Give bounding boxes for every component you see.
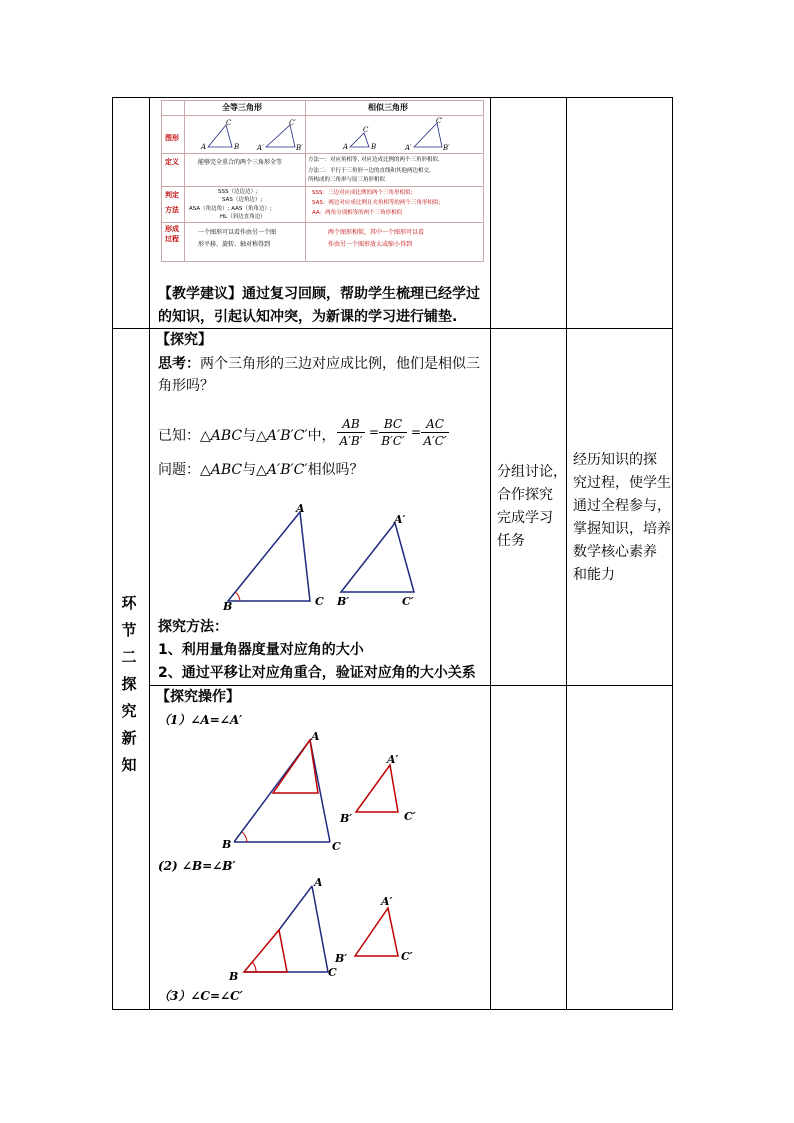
think-line2: 角形吗？ — [158, 378, 214, 394]
criteria-congruent-4: HL（斜边直角边） — [220, 214, 266, 220]
label-a: A — [296, 502, 305, 515]
section-title-char: 环 — [121, 594, 137, 612]
tri-label-k: A′ — [405, 144, 412, 152]
table-row-divider-2 — [149, 685, 673, 686]
equals-sign: = — [369, 425, 380, 439]
comparison-header-similar: 相似三角形 — [368, 103, 408, 112]
svg-text:C: C — [328, 966, 337, 979]
table-row-divider-1 — [112, 328, 673, 329]
fraction-ac: AC A′C′ — [421, 417, 449, 449]
moved-triangle-a — [273, 740, 318, 793]
label-c1: C′ — [402, 595, 414, 608]
tri-label-a: C — [226, 119, 232, 127]
think-line1: 思考：两个三角形的三边对应成比例，他们是相似三 — [158, 356, 480, 372]
label-c: C — [315, 595, 324, 608]
criteria-congruent-2: SAS（边角边）; — [222, 197, 263, 203]
criteria-congruent-1: SSS（边边边）; — [218, 189, 258, 195]
svg-text:B: B — [229, 970, 239, 983]
section-title-char: 究 — [121, 702, 137, 720]
triangle-a1b1c1-shape — [341, 523, 414, 592]
equals-sign: = — [411, 425, 422, 439]
tri-label-h: A — [343, 143, 349, 151]
svg-text:B′: B′ — [335, 952, 348, 965]
operation-figure-2 — [222, 876, 522, 986]
table-border-top — [112, 97, 673, 98]
row-label-definition: 定义 — [165, 158, 179, 166]
process-similar-1: 两个图形相似，其中一个图形可以看 — [328, 229, 425, 236]
comparison-table — [161, 100, 484, 262]
operation-figure-1 — [222, 732, 522, 852]
svg-text:A′: A′ — [381, 895, 393, 908]
tri-label-i: B — [371, 143, 377, 151]
definition-similar-2: 方法二：平行于三角形一边的直线和其他两边相交, — [308, 168, 431, 174]
section-title-char: 新 — [121, 729, 137, 747]
comparison-header-congruent: 全等三角形 — [222, 103, 262, 112]
table-border-left — [112, 97, 113, 1010]
table-border-col3 — [566, 97, 567, 1010]
definition-similar-1: 方法一：对应角相等, 对应边成比例的两个三角形相似. — [308, 157, 440, 163]
tri-label-e: A′ — [257, 144, 264, 152]
criteria-similar-3: AA：两角分别相等的两个三角形相似 — [312, 210, 403, 216]
method-2: 2、通过平移让对应角重合，验证对应角的大小关系 — [158, 665, 476, 681]
teaching-tip-line1: 【教学建议】通过复习回顾，帮助学生梳理已经学过 — [158, 286, 480, 302]
triangle-a1b1c1-red — [356, 765, 398, 812]
definition-similar-3: 所构成的三角形与原三角形相似 — [308, 177, 386, 183]
svg-text:B′: B′ — [340, 812, 353, 825]
row-label-criteria-2: 方法 — [165, 206, 179, 214]
svg-text:A′: A′ — [387, 753, 399, 766]
explore-heading: 【探究】 — [156, 332, 212, 348]
operation-heading: 【探究操作】 — [156, 689, 240, 705]
svg-text:A: A — [311, 732, 320, 743]
question-statement: 问题：△ABC与△A′B′C′相似吗？ — [158, 462, 364, 478]
operation-step-1: （1）∠A=∠A′ — [158, 713, 243, 727]
triangle-abc: △ABC — [200, 428, 243, 444]
teaching-tip-line2: 的知识，引起认知冲突，为新课的学习进行铺垫. — [158, 309, 458, 325]
think-label: 思考： — [158, 356, 200, 372]
section-title-char: 探 — [121, 675, 137, 693]
triangle-a1b1c1: △A′B′C′ — [256, 428, 308, 444]
svg-text:A: A — [314, 876, 323, 889]
tri-label-f: B′ — [296, 144, 303, 152]
process-similar-2: 作由另一个图形放大或缩小得到 — [328, 241, 413, 248]
section-title — [116, 590, 142, 779]
fraction-bc: BC B′C′ — [379, 417, 407, 449]
design-intent: 经历知识的探 究过程，使学生 通过全程参与， 掌握知识，培养 数学核心素养 和能力 — [573, 452, 671, 583]
table-border-col1 — [149, 97, 150, 1010]
table-border-col2 — [490, 97, 491, 1010]
triangle-abc-shape — [228, 512, 310, 601]
section-title-char: 节 — [121, 621, 137, 639]
operation-step-2: (2) ∠B=∠B′ — [158, 859, 236, 873]
known-statement: 已知：△ABC与△A′B′C′中， — [158, 428, 336, 444]
tri-label-g: C — [363, 126, 369, 134]
label-a1: A′ — [394, 513, 406, 526]
figure-row-triangles — [162, 115, 483, 153]
tri-label-c: B — [234, 143, 240, 151]
process-congruent-2: 形平移、旋转、轴对称得到 — [198, 241, 271, 248]
section-title-char: 二 — [121, 648, 137, 666]
definition-congruent: 能够完全重合的两个三角形全等 — [198, 159, 283, 166]
criteria-congruent-3: ASA（角边角）; AAS（角角边）; — [189, 206, 272, 212]
moved-triangle-b — [244, 930, 287, 972]
section-title-char: 知 — [121, 756, 137, 774]
row-label-figure: 图形 — [165, 134, 179, 142]
row-label-criteria-1: 判定 — [165, 191, 179, 199]
angle-mark-b — [235, 592, 240, 601]
method-heading: 探究方法： — [158, 619, 228, 635]
student-activity: 分组讨论， 合作探究 完成学习 任务 — [497, 464, 567, 549]
tri-label-l: B′ — [443, 144, 450, 152]
teaching-tip-prefix: 【教学建议】 — [158, 286, 242, 302]
criteria-similar-2: SAS：两边对应成比例且夹角相等的两个三角形相似; — [312, 200, 441, 206]
row-label-process-1: 形成 — [165, 225, 179, 233]
table-border-right — [672, 97, 673, 1010]
label-b1: B′ — [337, 595, 350, 608]
process-congruent-1: 一个图形可以看作由另一个图 — [198, 229, 277, 236]
tri-label-d: C′ — [289, 119, 296, 127]
ratio-equation — [337, 417, 457, 457]
method-1: 1、利用量角器度量对应角的大小 — [158, 642, 364, 658]
criteria-similar-1: SSS：三边对应成比例的两个三角形相似; — [312, 190, 413, 196]
tri-label-j: C′ — [436, 117, 443, 125]
fraction-ab: AB A′B′ — [337, 417, 365, 449]
row-label-process-2: 过程 — [165, 235, 179, 243]
svg-text:B: B — [222, 838, 232, 851]
explore-triangles — [158, 500, 488, 615]
table-border-bottom — [112, 1009, 673, 1010]
operation-step-3: （3）∠C=∠C′ — [158, 989, 243, 1003]
tri-label-b: A — [201, 143, 207, 151]
svg-text:C: C — [332, 840, 341, 852]
label-b: B — [223, 600, 233, 613]
triangle-a1b1c1-red-2 — [355, 908, 398, 956]
svg-text:C′: C′ — [401, 950, 413, 963]
svg-text:C′: C′ — [404, 810, 416, 823]
